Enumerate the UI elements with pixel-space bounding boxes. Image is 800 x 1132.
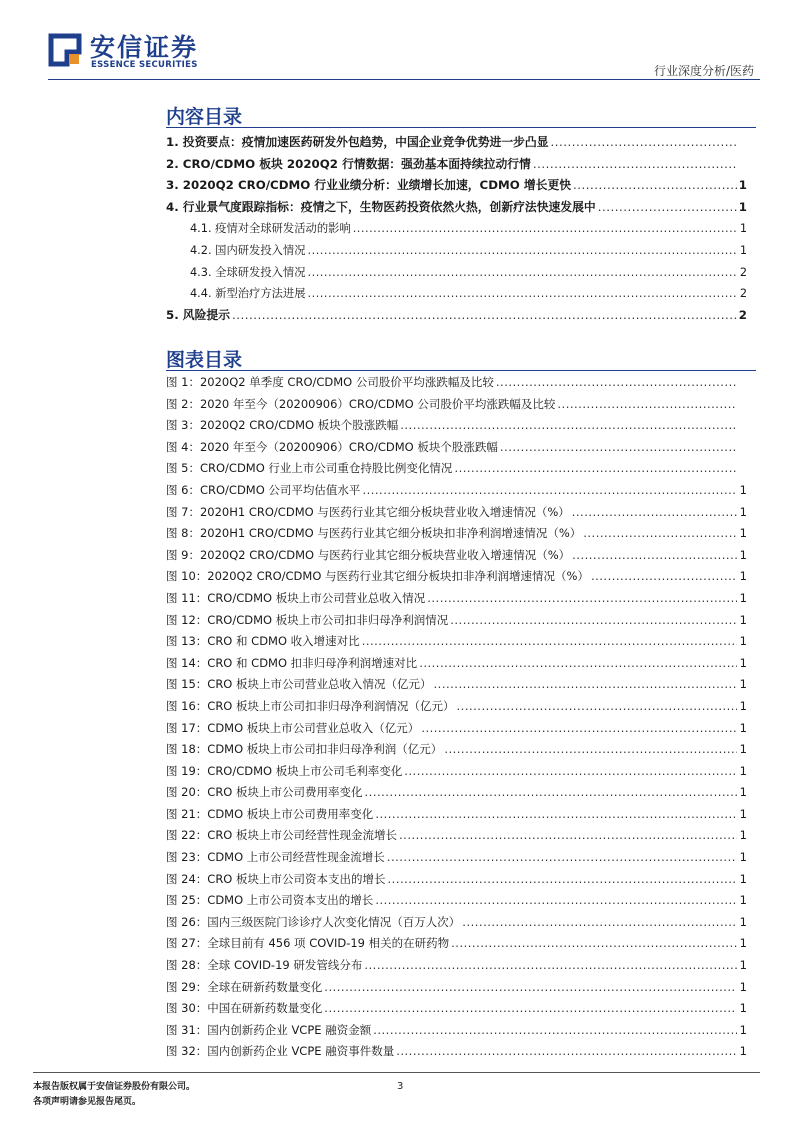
figure-entry-page: 1	[739, 1001, 747, 1016]
dot-leader	[583, 523, 737, 545]
dot-leader	[364, 955, 737, 977]
toc-entry-text: 4.2. 国内研发投入情况	[190, 243, 306, 257]
dot-leader	[500, 437, 737, 459]
figure-entry-text: 图 31：国内创新药企业 VCPE 融资金额	[166, 1022, 372, 1037]
toc-entry-text: 4. 行业景气度跟踪指标：疫情之下，生物医药投资依然火热，创新疗法快速发展中	[166, 199, 596, 214]
toc-entry[interactable]	[166, 218, 747, 240]
figure-entry[interactable]	[166, 415, 747, 437]
report-type: 行业深度分析/医药	[653, 64, 754, 78]
figure-entry[interactable]	[166, 523, 747, 545]
figure-entry-page: 1	[739, 1044, 747, 1059]
figure-entry-page: 1	[739, 850, 747, 865]
figure-entry[interactable]	[166, 372, 747, 394]
figure-entry-page: 1	[739, 979, 747, 994]
figure-entry-page: 1	[739, 785, 747, 800]
toc-entry[interactable]	[166, 197, 747, 219]
figure-entry[interactable]	[166, 588, 747, 610]
figure-entry-text: 图 30：中国在研新药数量变化	[166, 1001, 323, 1016]
page-number: 3	[397, 1081, 404, 1092]
toc-entry-text: 1. 投资要点：疫情加速医药研发外包趋势，中国企业竞争优势进一步凸显	[166, 135, 549, 149]
figure-entry-page: 1	[739, 526, 747, 541]
dot-leader	[419, 653, 737, 675]
figure-entry-text: 图 5：CRO/CDMO 行业上市公司重仓持股比例变化情况	[166, 461, 453, 476]
figure-entry[interactable]	[166, 545, 747, 567]
figure-entry-text: 图 12：CRO/CDMO 板块上市公司扣非归母净利润情况	[166, 612, 449, 627]
figure-entry[interactable]	[166, 1041, 747, 1063]
figure-entry-page: 1	[739, 612, 747, 627]
figure-entry-text: 图 19：CRO/CDMO 板块上市公司毛利率变化	[166, 763, 403, 778]
contents-title-rule	[166, 127, 756, 128]
figure-entry[interactable]	[166, 825, 747, 847]
figure-entry-text: 图 20：CRO 板块上市公司费用率变化	[166, 785, 363, 800]
dot-leader	[496, 372, 737, 394]
dot-leader	[375, 804, 737, 826]
dot-leader	[591, 566, 737, 588]
figure-entry[interactable]	[166, 977, 747, 999]
dot-leader	[454, 458, 737, 480]
dot-leader	[353, 218, 737, 240]
figure-entry[interactable]	[166, 394, 747, 416]
dot-leader	[444, 739, 737, 761]
footer-divider	[33, 1072, 760, 1073]
dot-leader	[308, 283, 737, 305]
toc-entry-text: 4.4. 新型治疗方法进展	[190, 287, 306, 301]
contents-list	[166, 132, 747, 326]
figure-entry-text: 图 28：全球 COVID-19 研发管线分布	[166, 958, 363, 973]
figure-entry-text: 图 26：国内三级医院门诊诊疗人次变化情况（百万人次）	[166, 914, 461, 929]
dot-leader	[324, 998, 737, 1020]
toc-entry-page: 1	[738, 199, 747, 214]
toc-entry[interactable]	[166, 262, 747, 284]
dot-leader	[434, 674, 737, 696]
figures-title-rule	[166, 370, 756, 371]
figure-entry-page: 1	[739, 547, 747, 562]
figure-entry-page: 1	[739, 742, 747, 757]
figure-entry[interactable]	[166, 912, 747, 934]
toc-entry[interactable]	[166, 132, 747, 154]
toc-entry[interactable]	[166, 175, 747, 197]
toc-entry[interactable]	[166, 305, 747, 327]
toc-entry[interactable]	[166, 240, 747, 262]
company-name-en: ESSENCE SECURITIES	[91, 60, 198, 70]
dot-leader	[421, 718, 737, 740]
figure-entry-text: 图 1：2020Q2 单季度 CRO/CDMO 公司股价平均涨跌幅及比较	[166, 375, 494, 389]
figure-entry-text: 图 18：CDMO 板块上市公司扣非归母净利润（亿元）	[166, 742, 443, 757]
figure-entry-text: 图 6：CRO/CDMO 公司平均估值水平	[166, 482, 361, 497]
figure-entry[interactable]	[166, 761, 747, 783]
figure-entry-page: 1	[739, 482, 747, 497]
dot-leader	[404, 761, 737, 783]
figure-entry[interactable]	[166, 566, 747, 588]
toc-entry-text: 4.3. 全球研发投入情况	[190, 265, 306, 279]
toc-entry-page: 2	[739, 287, 747, 301]
figure-entry-page: 1	[739, 806, 747, 821]
figure-entry[interactable]	[166, 502, 747, 524]
dot-leader	[375, 890, 737, 912]
figure-entry-text: 图 14：CRO 和 CDMO 扣非归母净利润增速对比	[166, 655, 418, 670]
dot-leader	[399, 825, 737, 847]
toc-entry-page: 1	[739, 222, 747, 236]
dot-leader	[427, 588, 737, 610]
figure-entry-text: 图 11：CRO/CDMO 板块上市公司营业总收入情况	[166, 590, 426, 605]
dot-leader	[362, 480, 737, 502]
figure-entry[interactable]	[166, 458, 747, 480]
figure-entry-page: 1	[739, 569, 747, 584]
figure-entry-page: 1	[739, 634, 747, 649]
toc-entry-page: 1	[738, 178, 747, 193]
figure-entry[interactable]	[166, 890, 747, 912]
toc-entry[interactable]	[166, 154, 747, 176]
figure-entry[interactable]	[166, 739, 747, 761]
figure-entry-page: 1	[739, 590, 747, 605]
figures-list	[166, 372, 747, 1063]
figure-entry[interactable]	[166, 847, 747, 869]
figure-entry[interactable]	[166, 869, 747, 891]
figure-entry-text: 图 13：CRO 和 CDMO 收入增速对比	[166, 634, 360, 649]
toc-entry[interactable]	[166, 283, 747, 305]
figure-entry-page: 1	[739, 914, 747, 929]
essence-logo-icon	[48, 33, 82, 67]
dot-leader	[451, 933, 737, 955]
dot-leader	[388, 869, 737, 891]
figure-entry[interactable]	[166, 782, 747, 804]
figure-entry-text: 图 4：2020 年至今（20200906）CRO/CDMO 板块个股涨跌幅	[166, 439, 498, 454]
figure-entry[interactable]	[166, 1020, 747, 1042]
figure-entry-text: 图 25：CDMO 上市公司资本支出的增长	[166, 893, 374, 908]
dot-leader	[598, 197, 737, 219]
figure-entry-text: 图 10：2020Q2 CRO/CDMO 与医药行业其它细分板块扣非净利润增速情况（%）	[166, 569, 589, 584]
toc-entry-text: 5. 风险提示	[166, 307, 230, 322]
dot-leader	[572, 545, 737, 567]
copyright-notice: 本报告版权属于安信证券股份有限公司。	[33, 1082, 196, 1092]
dot-leader	[450, 610, 737, 632]
header-divider	[48, 79, 760, 80]
figures-title: 图表目录	[166, 349, 243, 371]
contents-title: 内容目录	[166, 106, 243, 128]
figure-entry-page: 1	[739, 828, 747, 843]
dot-leader	[387, 847, 737, 869]
figure-entry-text: 图 17：CDMO 板块上市公司营业总收入（亿元）	[166, 720, 420, 735]
dot-leader	[362, 631, 737, 653]
toc-entry-page: 2	[738, 307, 747, 322]
figure-entry-text: 图 21：CDMO 板块上市公司费用率变化	[166, 806, 374, 821]
figure-entry-text: 图 7：2020H1 CRO/CDMO 与医药行业其它细分板块营业收入增速情况（%）	[166, 504, 570, 519]
toc-entry-page: 2	[739, 265, 747, 279]
dot-leader	[308, 262, 737, 284]
toc-entry-text: 4.1. 疫情对全球研发活动的影响	[190, 222, 351, 236]
figure-entry-text: 图 8：2020H1 CRO/CDMO 与医药行业其它细分板块扣非净利润增速情况（%）	[166, 526, 582, 541]
dot-leader	[400, 415, 737, 437]
figure-entry[interactable]	[166, 653, 747, 675]
figure-entry-text: 图 22：CRO 板块上市公司经营性现金流增长	[166, 828, 398, 843]
figure-entry-page: 1	[739, 958, 747, 973]
dot-leader	[557, 394, 737, 416]
figure-entry-text: 图 9：2020Q2 CRO/CDMO 与医药行业其它细分板块营业收入增速情况（%）	[166, 547, 571, 562]
toc-entry-text: 2. CRO/CDMO 板块 2020Q2 行情数据：强劲基本面持续拉动行情	[166, 156, 531, 171]
figure-entry[interactable]	[166, 804, 747, 826]
dot-leader	[232, 305, 737, 327]
figure-entry-page: 1	[739, 720, 747, 735]
figure-entry[interactable]	[166, 933, 747, 955]
figure-entry-page: 1	[739, 1022, 747, 1037]
company-name-cn: 安信证券	[90, 33, 199, 62]
page-header	[0, 0, 800, 80]
figure-entry-page: 1	[739, 871, 747, 886]
figure-entry-page: 1	[739, 504, 747, 519]
dot-leader	[457, 696, 737, 718]
figure-entry[interactable]	[166, 674, 747, 696]
figure-entry-text: 图 15：CRO 板块上市公司营业总收入情况（亿元）	[166, 677, 432, 692]
figure-entry-page: 1	[739, 893, 747, 908]
figure-entry[interactable]	[166, 696, 747, 718]
toc-entry-text: 3. 2020Q2 CRO/CDMO 行业业绩分析：业绩增长加速，CDMO 增长更快	[166, 178, 572, 193]
figure-entry-page: 1	[739, 763, 747, 778]
disclaimer-notice: 各项声明请参见报告尾页。	[33, 1097, 142, 1107]
figure-entry[interactable]	[166, 480, 747, 502]
figure-entry-text: 图 24：CRO 板块上市公司资本支出的增长	[166, 871, 386, 886]
figure-entry[interactable]	[166, 718, 747, 740]
figure-entry-text: 图 3：2020Q2 CRO/CDMO 板块个股涨跌幅	[166, 418, 399, 433]
figure-entry[interactable]	[166, 998, 747, 1020]
dot-leader	[365, 782, 737, 804]
dot-leader	[308, 240, 737, 262]
dot-leader	[551, 132, 737, 154]
figure-entry-text: 图 27：全球目前有 456 项 COVID-19 相关的在研药物	[166, 936, 450, 951]
figure-entry-text: 图 29：全球在研新药数量变化	[166, 979, 323, 994]
figure-entry-text: 图 32：国内创新药企业 VCPE 融资事件数量	[166, 1044, 395, 1059]
dot-leader	[573, 175, 737, 197]
figure-entry[interactable]	[166, 610, 747, 632]
dot-leader	[572, 502, 737, 524]
dot-leader	[373, 1020, 737, 1042]
figure-entry-text: 图 23：CDMO 上市公司经营性现金流增长	[166, 850, 385, 865]
figure-entry-page: 1	[739, 677, 747, 692]
dot-leader	[462, 912, 737, 934]
figure-entry-page: 1	[739, 698, 747, 713]
figure-entry-text: 图 16：CRO 板块上市公司扣非归母净利润情况（亿元）	[166, 698, 455, 713]
toc-entry-page: 1	[739, 243, 747, 257]
figure-entry-page: 1	[739, 655, 747, 670]
figure-entry-page: 1	[739, 936, 747, 951]
dot-leader	[324, 977, 737, 999]
figure-entry[interactable]	[166, 437, 747, 459]
figure-entry-text: 图 2：2020 年至今（20200906）CRO/CDMO 公司股价平均涨跌幅及比较	[166, 396, 556, 411]
dot-leader	[533, 154, 737, 176]
dot-leader	[396, 1041, 737, 1063]
figure-entry[interactable]	[166, 955, 747, 977]
figure-entry[interactable]	[166, 631, 747, 653]
